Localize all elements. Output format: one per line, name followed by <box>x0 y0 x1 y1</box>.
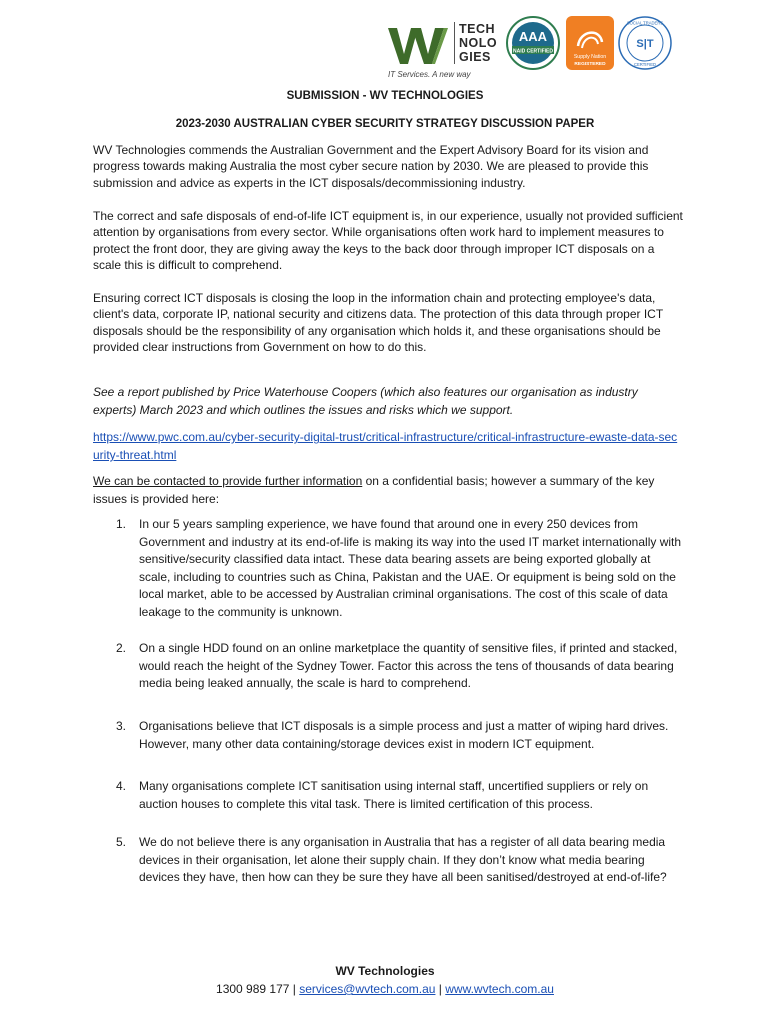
list-item-number: 3. <box>116 719 127 733</box>
footer-phone: 1300 989 177 <box>216 982 290 996</box>
list-item-text: On a single HDD found on an online marketplace the quantity of sensitive files, if printed and stacked, would reach the height of the Sydney Tower. Factor this across the tens of thousands of data bearing media being leaked annually, the scale is hard to comprehend. <box>139 641 678 690</box>
information-chain-paragraph: Ensuring correct ICT disposals is closing the loop in the information chain and protecting employee's data, client's data, corporate IP, national security and citizens data. The protection of this data through proper ICT disposals should be the responsibility of any organisation which holds it, and these organisations should be provided clear instructions from Government on how to do this. <box>93 291 663 354</box>
svg-text:Supply Nation: Supply Nation <box>573 54 607 60</box>
supply-nation-badge <box>566 16 614 70</box>
svg-text:REGISTERED: REGISTERED <box>574 62 606 67</box>
social-traders-badge <box>618 16 672 70</box>
list-item-number: 5. <box>116 835 127 849</box>
list-item-text: We do not believe there is any organisation in Australia that has a register of all data bearing media devices in their organisation, let alone their supply chain. If they don’t know what media bearing devices they have, then how can they be sure they have all been sanitised/destroyed at end-of-life? <box>139 835 667 884</box>
footer-email-link[interactable]: services@wvtech.com.au <box>299 982 436 996</box>
intro-paragraph: WV Technologies commends the Australian Government and the Expert Advisory Board for its vision and progress towards making Australia the most cyber secure nation by 2030. We are pleased to provide this submission and advice as experts in the ICT disposals/decommissioning industry. <box>93 143 649 190</box>
footer-website-link[interactable]: www.wvtech.com.au <box>445 982 554 996</box>
footer-company: WV Technologies <box>335 964 435 978</box>
list-item-text: Many organisations complete ICT sanitisation using internal staff, uncertified suppliers or rely on auction houses to complete this vital task. There is limited certification of this process. <box>139 779 649 811</box>
list-item-number: 4. <box>116 779 127 793</box>
wv-logo-mark <box>388 24 450 68</box>
header-logos <box>388 14 688 80</box>
footer-contact: 1300 989 177 | services@wvtech.com.au | www.wvtech.com.au <box>216 982 554 996</box>
list-item-text: In our 5 years sampling experience, we have found that around one in every 250 devices from Government and industry at its end-of-life is making its way into the used IT market internationally with sensitive/security classified data intact. These data bearing assets are being exported globally at scale, including to countries such as China, Pakistan and the UAE. Or equipment is being sold on the local market, able to be accessed by Australian criminal organisations. The cost of this scale of data leakage to the community is unknown. <box>139 517 682 619</box>
svg-text:S|T: S|T <box>636 38 654 50</box>
contact-intro-rest: on a confidential basis; however a summary of the key issues is provided here: <box>93 474 655 506</box>
list-item-number: 1. <box>116 517 127 531</box>
list-item-number: 2. <box>116 641 127 655</box>
paper-title: 2023-2030 AUSTRALIAN CYBER SECURITY STRATEGY DISCUSSION PAPER <box>175 118 595 130</box>
naid-aaa-badge <box>506 16 560 70</box>
svg-text:AAA: AAA <box>518 29 548 44</box>
submission-title: SUBMISSION - WV TECHNOLOGIES <box>286 90 484 102</box>
svg-text:SOCIAL TRADERS: SOCIAL TRADERS <box>626 20 664 26</box>
contact-intro-underlined: We can be contacted to provide further information <box>93 474 363 488</box>
logo-wordmark: TECH NOLO GIES <box>454 22 497 64</box>
logo-tagline: IT Services. A new way <box>388 70 471 79</box>
svg-text:CERTIFIED: CERTIFIED <box>633 62 657 67</box>
report-link-paragraph <box>93 428 683 464</box>
list-item-text: Organisations believe that ICT disposals is a simple process and just a matter of wiping hard drives. However, many other data containing/storage devices exist in modern ICT equipment. <box>139 719 669 751</box>
contact-intro <box>93 472 683 508</box>
disposals-paragraph: The correct and safe disposals of end-of-life ICT equipment is, in our experience, usually not provided sufficient attention by organisations from every sector. While organisations often work hard to implement measures to protect the front door, they are giving away the keys to the back door through improper ICT disposals on a scale this is difficult to comprehend. <box>93 209 683 272</box>
report-note: See a report published by Price Waterhouse Coopers (which also features our organisation as industry experts) March 2023 and which outlines the issues and risks which we support. <box>93 385 638 417</box>
svg-text:NAID CERTIFIED: NAID CERTIFIED <box>513 48 553 55</box>
pwc-report-link[interactable]: https://www.pwc.com.au/cyber-security-digital-trust/critical-infrastructure/critical-infrastructure-ewaste-data-security-threat.html <box>93 430 678 462</box>
